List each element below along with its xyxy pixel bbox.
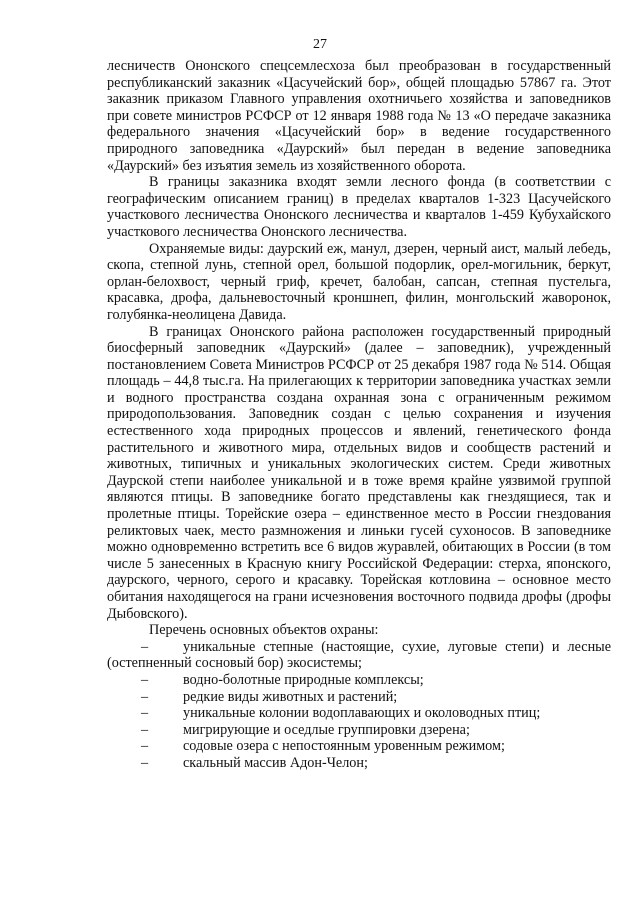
- list-dash: –: [141, 688, 149, 705]
- list-item: – редкие виды животных и растений;: [141, 688, 398, 705]
- paragraph-2: В границы заказника входят земли лесного фонда (в соответствии с географическим описанием границ) в пределах кварталов 1-323 Цасучейского участкового лесничества Ононского лесничества и кварталов 1-459 Кубухайского участкового лесничества Ононского лесничества.: [107, 174, 611, 240]
- list-dash: –: [141, 705, 149, 722]
- list-dash: –: [141, 754, 149, 771]
- list-item: – скальный массив Адон-Челон;: [141, 754, 368, 771]
- list-dash: –: [141, 671, 149, 688]
- page-number: 27: [313, 37, 327, 52]
- protected-objects-list: [107, 639, 611, 772]
- document-body: [107, 58, 611, 772]
- paragraph-1: лесничеств Ононского спецсемлесхоза был преобразован в государственный республиканский заказник «Цасучейский бор», общей площадью 57867 га. Этот заказник приказом Главного управления охотничьего хозяйства и заповедников при совете министров РСФСР от 12 января 1988 года № 13 «О передаче заказника федерального значения «Цасучейский бор» в ведение государственного природного заповедника «Даурский» был передан в ведение заповедника «Даурский» без изъятия земель из хозяйственного оборота.: [107, 58, 611, 174]
- paragraph-3: Охраняемые виды: даурский еж, манул, дзерен, черный аист, малый лебедь, скопа, степной лунь, степной орел, большой подорлик, орел-могильник, беркут, орлан-белохвост, черный гриф, кречет, балобан, сапсан, степная пустельга, красавка, дрофа, дальневосточный кроншнеп, филин, монгольский жаворонок, голубянка-неолицена Давида.: [107, 240, 611, 323]
- list-item: – водно-болотные природные комплексы;: [141, 671, 424, 688]
- list-heading: Перечень основных объектов охраны:: [149, 622, 379, 639]
- list-item: – уникальные колонии водоплавающих и околоводных птиц;: [141, 705, 541, 722]
- paragraph-4: В границах Ононского района расположен государственный природный биосферный заповедник «Даурский» (далее – заповедник), учрежденный постановлением Совета Министров РСФСР от 25 декабря 1987 года № 514. Общая площадь – 44,8 тыс.га. На прилегающих к территории заповедника участках земли и водного пространства создана охранная зона с ограниченным режимом природопользования. Заповедник создан с целью сохранения и изучения естественного хода природных процессов и явлений, генетического фонда растительного и животного мира, отдельных видов и сообществ растений и животных, типичных и уникальных экологических систем. Среди животных Даурской степи наиболее уникальной и в тоже время крайне уязвимой группой являются птицы. В заповеднике богато представлены как гнездящиеся, так и пролетные птицы. Торейские озера – единственное место в России гнездования реликтовых чаек, место размножения и линьки гусей сухоносов. В заповеднике можно одновременно встретить все 6 видов журавлей, обитающих в России (в том числе 5 занесенных в Красную книгу Российской Федерации: стерха, японского, даурского, черного, серого и красавку. Торейская котловина – основное место обитания находящегося на грани исчезновения восточного подвида дрофы (дрофы Дыбовского).: [107, 323, 611, 622]
- list-item: – уникальные степные (настоящие, сухие, луговые степи) и лесные (остепненный сосновый бор) экосистемы;: [107, 638, 611, 672]
- list-dash: –: [141, 738, 149, 755]
- list-item: – мигрирующие и оседлые группировки дзерена;: [141, 721, 470, 738]
- list-dash: –: [141, 638, 149, 655]
- list-item: – содовые озера с непостоянным уровенным режимом;: [141, 738, 505, 755]
- list-dash: –: [141, 721, 149, 738]
